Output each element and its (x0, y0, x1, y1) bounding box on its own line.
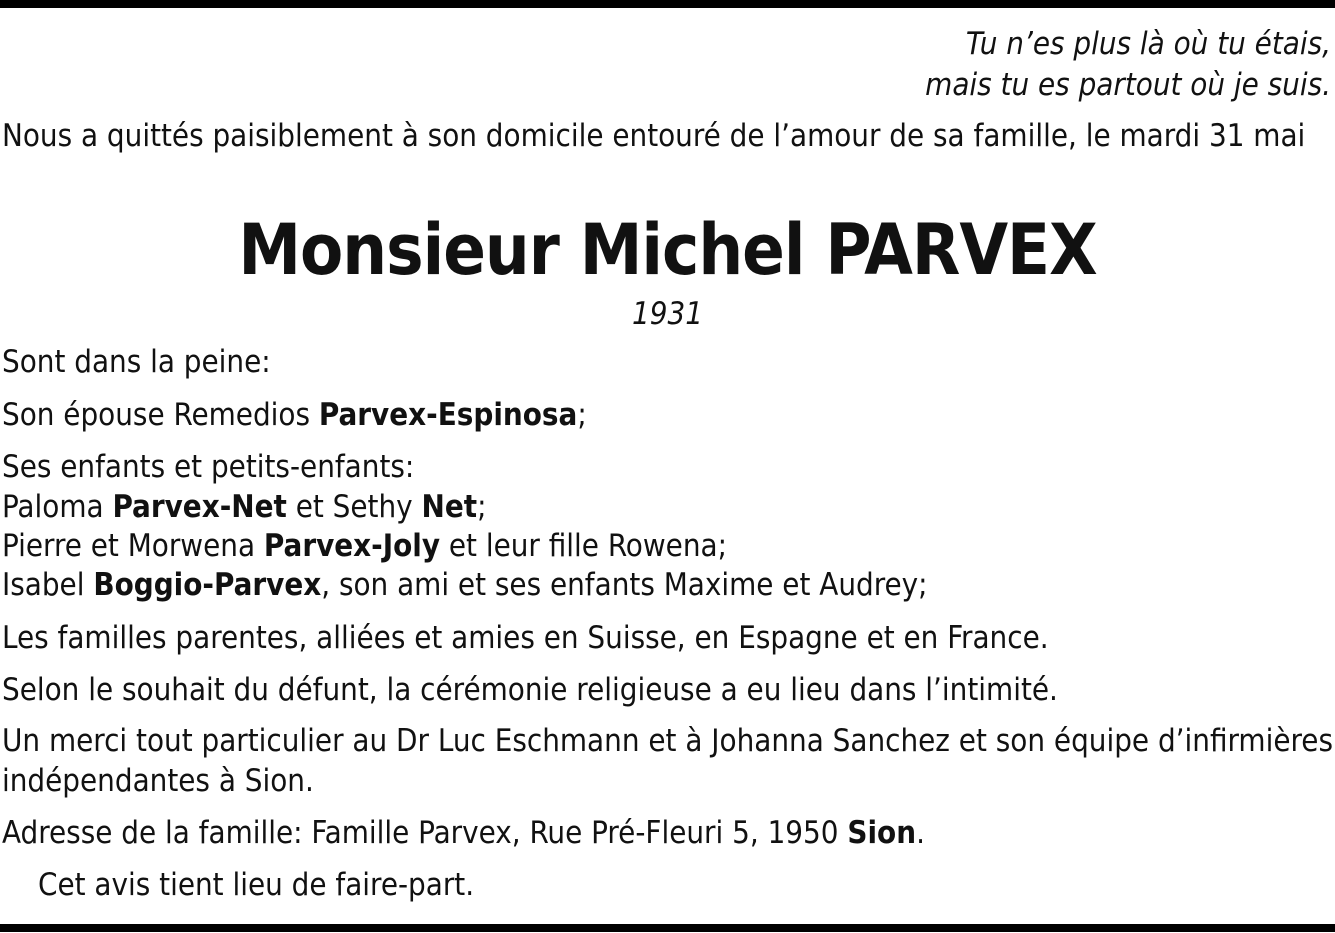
child-1-text-b: et Sethy (286, 489, 422, 525)
child-1-partner-surname: Net (421, 489, 478, 525)
spouse-suffix: ; (577, 397, 587, 433)
child-line-1 (2, 487, 487, 527)
families-line: Les familles parentes, alliées et amies en Suisse, en Espagne et en France. (2, 620, 1049, 656)
epitaph-line-1: Tu n’es plus là où tu étais, (965, 26, 1331, 62)
spouse-line (2, 395, 587, 435)
child-1-text-c: ; (477, 489, 487, 525)
epitaph-line-2: mais tu es partout où je suis. (925, 67, 1331, 103)
child-2-text-b: et leur fille Rowena; (440, 528, 728, 564)
child-1-surname: Parvex-Net (112, 489, 287, 525)
spouse-surname: Parvex-Espinosa (318, 397, 578, 433)
child-3-text-b: , son ami et ses enfants Maxime et Audrey; (321, 567, 928, 603)
child-3-surname: Boggio-Parvex (93, 567, 322, 603)
child-2-text-a: Pierre et Morwena (2, 528, 264, 564)
spouse-prefix: Son épouse Remedios (2, 397, 319, 433)
children-heading: Ses enfants et petits-enfants: (2, 449, 415, 485)
birth-year: 1931 (632, 296, 703, 332)
bottom-border-rule (0, 924, 1335, 932)
child-3-text-a: Isabel (2, 567, 94, 603)
address-text: Adresse de la famille: Famille Parvex, Rue Pré-Fleuri 5, 1950 (2, 815, 848, 851)
epitaph-quote (925, 24, 1331, 106)
address-suffix: . (916, 815, 925, 851)
address-city: Sion (847, 815, 917, 851)
child-1-text-a: Paloma (2, 489, 113, 525)
child-line-2 (2, 526, 727, 566)
ceremony-line: Selon le souhait du défunt, la cérémonie religieuse a eu lieu dans l’intimité. (2, 672, 1058, 708)
child-2-surname: Parvex-Joly (263, 528, 441, 564)
thanks-paragraph: Un merci tout particulier au Dr Luc Eschmann et à Johanna Sanchez et son équipe d’infirmières indépendantes à Sion. (2, 723, 1333, 799)
address-line (2, 813, 925, 853)
intro-text: Nous a quittés paisiblement à son domicile entouré de l’amour de sa famille, le mardi 31 mai (2, 118, 1306, 154)
child-line-3 (2, 565, 928, 605)
deceased-name: Monsieur Michel PARVEX (238, 209, 1097, 291)
notice-line: Cet avis tient lieu de faire-part. (38, 867, 475, 903)
mourners-heading: Sont dans la peine: (2, 344, 271, 380)
top-border-rule (0, 0, 1335, 8)
